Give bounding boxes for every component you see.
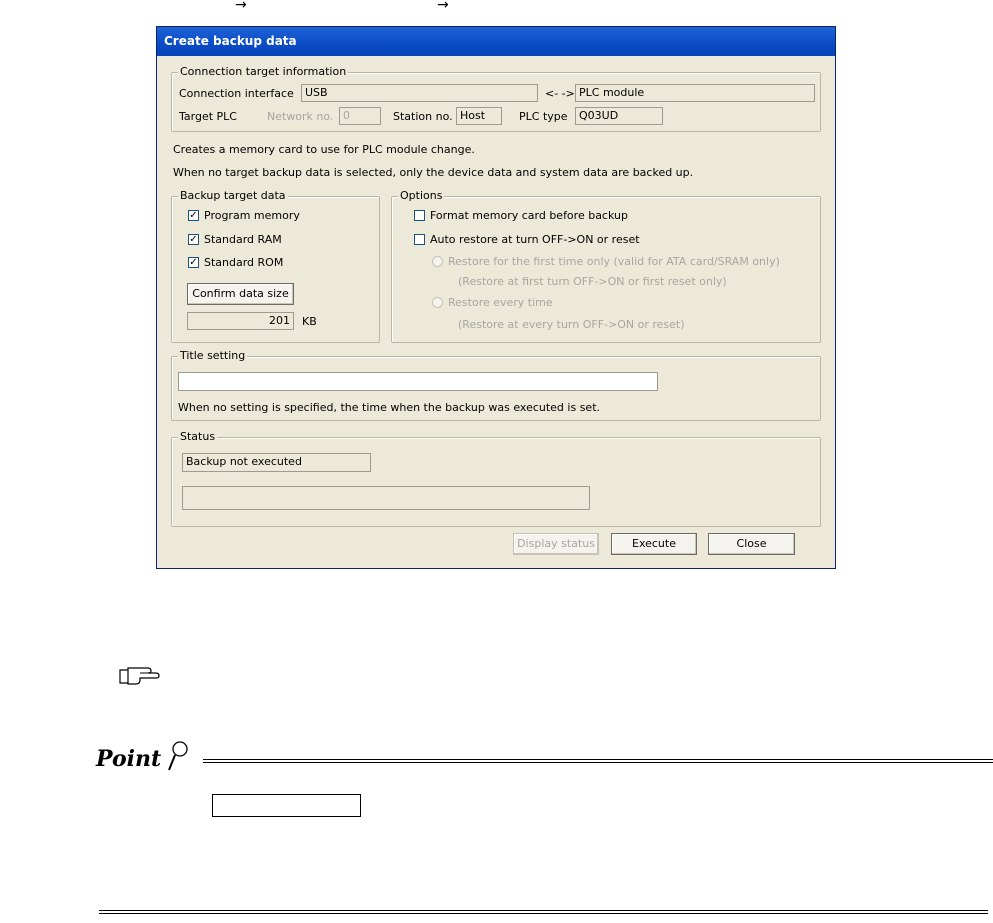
format-memory-card-checkbox[interactable] [414,210,425,221]
station-no-field: Host [456,107,502,125]
status-legend: Status [180,430,216,443]
standard-rom-checkbox[interactable]: ✓ [189,257,198,268]
restore-first-time-label[interactable]: Restore for the first time only (valid for ATA card/SRAM only) [448,255,780,268]
station-no-label: Station no. [393,110,453,123]
arrow-glyph: → [437,0,449,13]
progress-bar [182,486,590,510]
auto-restore-label[interactable]: Auto restore at turn OFF->ON or reset [430,233,640,246]
format-memory-card-label[interactable]: Format memory card before backup [430,209,628,222]
restore-every-time-note: (Restore at every turn OFF->ON or reset) [458,318,685,331]
options-legend: Options [400,189,443,202]
status-group [171,430,821,527]
title-setting-input[interactable] [178,372,658,391]
dialog-title: Create backup data [164,34,297,48]
magnifier-icon [166,740,190,777]
restore-every-time-radio[interactable] [432,297,443,308]
network-no-field: 0 [339,107,381,125]
standard-ram-checkbox[interactable]: ✓ [189,234,198,245]
bottom-divider [99,913,988,914]
data-size-field: 201 [187,312,294,330]
plc-type-field: Q03UD [575,107,663,125]
standard-rom-label[interactable]: Standard ROM [204,256,284,269]
point-label: Point [96,746,162,772]
backup-target-legend: Backup target data [180,189,286,202]
program-memory-label[interactable]: Program memory [204,209,300,222]
point-divider [203,759,993,760]
confirm-data-size-button[interactable]: Confirm data size [187,283,294,305]
bottom-divider [99,910,988,911]
restore-first-time-radio[interactable] [432,256,443,267]
title-setting-note: When no setting is specified, the time when the backup was executed is set. [178,401,601,414]
auto-restore-checkbox[interactable] [414,234,425,245]
execute-button[interactable]: Execute [611,533,697,555]
info-text-2: When no target backup data is selected, only the device data and system data are backed up. [173,166,694,179]
program-memory-checkbox[interactable]: ✓ [189,210,198,221]
connection-interface-field: USB [301,84,538,102]
status-text-field: Backup not executed [182,453,371,472]
arrow-glyph: → [235,0,247,13]
connection-target-legend: Connection target information [180,65,347,78]
close-button[interactable]: Close [708,533,795,555]
standard-ram-label[interactable]: Standard RAM [204,233,282,246]
connection-arrow-label: <- -> [545,87,575,100]
connection-interface-label: Connection interface [179,87,294,100]
plc-module-field: PLC module [575,84,815,102]
data-size-unit: KB [302,315,317,328]
point-logo [96,746,161,772]
pointing-hand-icon [118,664,160,691]
point-divider [203,762,993,763]
restore-first-time-note: (Restore at first turn OFF->ON or first reset only) [458,275,727,288]
title-setting-legend: Title setting [180,349,246,362]
button-placeholder-frame [212,794,361,817]
title-bar[interactable] [157,27,835,56]
network-no-label: Network no. [267,110,334,123]
display-status-button[interactable]: Display status [513,533,599,555]
create-backup-dialog [156,26,836,569]
target-plc-label: Target PLC [179,110,237,123]
restore-every-time-label[interactable]: Restore every time [448,296,553,309]
plc-type-label: PLC type [519,110,568,123]
info-text-1: Creates a memory card to use for PLC module change. [173,143,475,156]
